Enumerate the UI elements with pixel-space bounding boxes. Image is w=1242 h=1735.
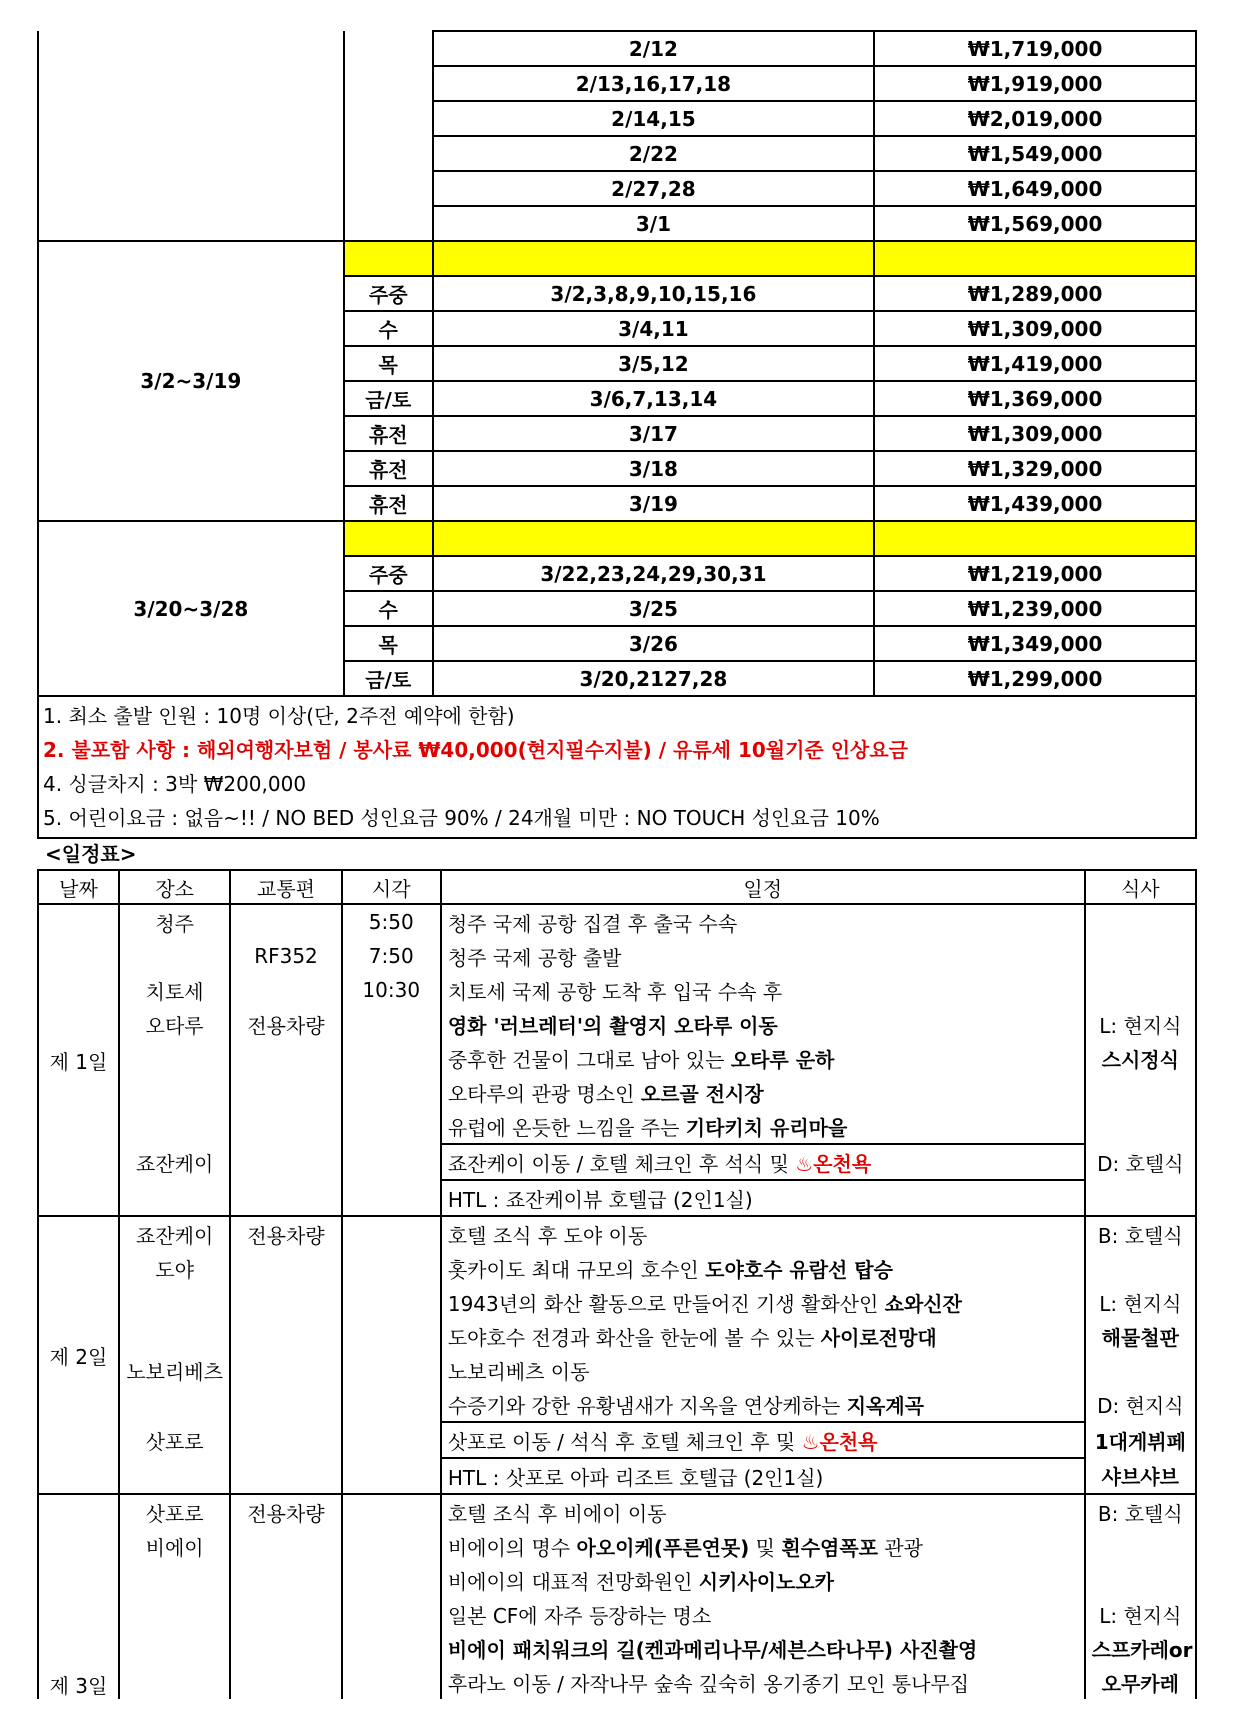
meal-cell [1085,939,1196,973]
date-cell: 2/22 [433,136,874,171]
transport-cell [230,1251,341,1285]
date-cell: 2/14,15 [433,101,874,136]
price-cell: ₩1,289,000 [874,276,1196,311]
meal-cell: L: 현지식 [1085,1285,1196,1319]
place-cell: 비에이 [119,1529,230,1563]
period-cell [38,136,344,171]
transport-cell [230,1319,341,1353]
period-label: 3/20~3/28 [38,521,344,696]
schedule-row [38,1041,1196,1075]
day2-label: 제 2일 [38,1216,119,1494]
meal-cell: B: 호텔식 [1085,1494,1196,1529]
period-cell [38,101,344,136]
price-cell: ₩2,019,000 [874,101,1196,136]
transport-cell [230,1109,341,1144]
time-cell [342,1458,441,1494]
price-table [37,30,1197,697]
time-cell [342,1631,441,1665]
schedule-row [38,1251,1196,1285]
itinerary-line: 죠잔케이 이동 / 호텔 체크인 후 석식 및 ♨온천욕 [441,1144,1085,1180]
schedule-row [38,1075,1196,1109]
time-cell [342,1563,441,1597]
place-cell: 청주 [119,904,230,939]
place-cell: 삿포로 [119,1494,230,1529]
date-cell: 3/5,12 [433,346,874,381]
itinerary-line: 오타루의 관광 명소인 오르골 전시장 [441,1075,1085,1109]
date-cell: 3/19 [433,486,874,521]
header-place: 장소 [119,870,230,904]
meal-cell: 오무카레 [1085,1665,1196,1699]
transport-cell [230,1597,341,1631]
time-cell [342,1075,441,1109]
time-cell [342,1353,441,1387]
date-cell: 3/17 [433,416,874,451]
place-cell [119,1180,230,1216]
price-cell: ₩1,419,000 [874,346,1196,381]
schedule-row [38,939,1196,973]
date-cell: 3/20,2127,28 [433,661,874,696]
transport-cell [230,1563,341,1597]
itinerary-line: 도야호수 전경과 화산을 한눈에 볼 수 있는 사이로전망대 [441,1319,1085,1353]
highlight-cell [433,521,874,556]
transport-cell [230,1529,341,1563]
header-transport: 교통편 [230,870,341,904]
place-cell [119,1109,230,1144]
meal-cell: 샤브샤브 [1085,1458,1196,1494]
price-row [38,31,1196,66]
day-type-cell [344,31,433,66]
time-cell [342,1109,441,1144]
time-cell [342,1285,441,1319]
time-cell [342,1041,441,1075]
price-cell: ₩1,329,000 [874,451,1196,486]
header-time: 시각 [342,870,441,904]
note-child-fare: 5. 어린이요금 : 없음~!! / NO BED 성인요금 90% / 24개월 미만 : NO TOUCH 성인요금 10% [43,806,880,830]
period-label: 3/2~3/19 [38,241,344,521]
itinerary-line: 비에이의 명수 아오이케(푸른연못) 및 흰수염폭포 관광 [441,1529,1085,1563]
transport-cell [230,1387,341,1422]
hot-spring-icon: ♨ [801,1429,820,1454]
price-row [38,66,1196,101]
schedule-row [38,1319,1196,1353]
meal-cell [1085,1563,1196,1597]
itinerary-line: 일본 CF에 자주 등장하는 명소 [441,1597,1085,1631]
notes-box [37,697,1197,839]
itinerary-line: 호텔 조식 후 도야 이동 [441,1216,1085,1251]
note-single-charge: 4. 싱글차지 : 3박 ₩200,000 [43,772,307,796]
transport-cell [230,1631,341,1665]
place-cell [119,1041,230,1075]
itinerary-line: 영화 '러브레터'의 촬영지 오타루 이동 [441,1007,1085,1041]
highlight-cell [874,241,1196,276]
itinerary-line: 중후한 건물이 그대로 남아 있는 오타루 운하 [441,1041,1085,1075]
schedule-row [38,973,1196,1007]
time-cell [342,1597,441,1631]
transport-cell [230,1422,341,1458]
transport-cell [230,1285,341,1319]
itinerary-line: 노보리베츠 이동 [441,1353,1085,1387]
transport-cell [230,973,341,1007]
time-cell [342,1180,441,1216]
price-cell: ₩1,369,000 [874,381,1196,416]
time-cell [342,1494,441,1529]
itinerary-line: 청주 국제 공항 출발 [441,939,1085,973]
itinerary-line: 유럽에 온듯한 느낌을 주는 기타키치 유리마을 [441,1109,1085,1144]
place-cell [119,939,230,973]
meal-cell: D: 호텔식 [1085,1144,1196,1180]
meal-cell [1085,904,1196,939]
place-cell: 삿포로 [119,1422,230,1458]
time-cell [342,1319,441,1353]
schedule-row [38,1665,1196,1699]
price-cell: ₩1,219,000 [874,556,1196,591]
place-cell [119,1387,230,1422]
transport-cell [230,1180,341,1216]
period-cell [38,66,344,101]
schedule-row [38,1422,1196,1458]
header-day: 날짜 [38,870,119,904]
day-type-cell: 수 [344,311,433,346]
price-cell: ₩1,919,000 [874,66,1196,101]
itinerary-line: 호텔 조식 후 비에이 이동 [441,1494,1085,1529]
price-row [38,101,1196,136]
date-cell: 2/13,16,17,18 [433,66,874,101]
meal-cell [1085,1353,1196,1387]
place-cell [119,1319,230,1353]
itinerary-line: 삿포로 이동 / 석식 후 호텔 체크인 후 및 ♨온천욕 [441,1422,1085,1458]
schedule-row [38,1180,1196,1216]
schedule-row [38,1597,1196,1631]
time-cell: 7:50 [342,939,441,973]
place-cell [119,1458,230,1494]
highlight-cell [874,521,1196,556]
date-cell: 3/18 [433,451,874,486]
price-cell: ₩1,299,000 [874,661,1196,696]
date-cell: 3/25 [433,591,874,626]
price-cell: ₩1,569,000 [874,206,1196,241]
price-row [38,241,1196,276]
schedule-header-row [38,870,1196,904]
price-cell: ₩1,239,000 [874,591,1196,626]
itinerary-line: 비에이 패치워크의 길(켄과메리나무/세븐스타나무) 사진촬영 [441,1631,1085,1665]
place-cell [119,1563,230,1597]
date-cell: 3/2,3,8,9,10,15,16 [433,276,874,311]
place-cell: 치토세 [119,973,230,1007]
day-type-cell [344,171,433,206]
day-type-cell: 목 [344,626,433,661]
schedule-row [38,1007,1196,1041]
schedule-row [38,1529,1196,1563]
time-cell [342,1387,441,1422]
day-type-cell: 휴전 [344,416,433,451]
time-cell [342,1529,441,1563]
place-cell [119,1631,230,1665]
transport-cell: 전용차량 [230,1007,341,1041]
schedule-row [38,1216,1196,1251]
meal-cell: 스프카레or [1085,1631,1196,1665]
transport-cell [230,904,341,939]
date-cell: 3/22,23,24,29,30,31 [433,556,874,591]
hot-spring-icon: ♨ [795,1151,814,1176]
note-min-participants: 1. 최소 출발 인원 : 10명 이상(단, 2주전 예약에 한함) [43,704,515,728]
price-row [38,206,1196,241]
meal-cell [1085,1251,1196,1285]
transport-cell: 전용차량 [230,1216,341,1251]
schedule-row [38,1387,1196,1422]
place-cell: 노보리베츠 [119,1353,230,1387]
day-type-cell [344,101,433,136]
schedule-row [38,1109,1196,1144]
meal-cell [1085,1180,1196,1216]
hotel-line: HTL : 죠잔케이뷰 호텔급 (2인1실) [441,1180,1085,1216]
schedule-row [38,1458,1196,1494]
place-cell: 오타루 [119,1007,230,1041]
transport-cell: 전용차량 [230,1494,341,1529]
note-exclusions: 2. 불포함 사항 : 해외여행자보험 / 봉사료 ₩40,000(현지필수지불) / 유류세 10월기준 인상요금 [43,738,908,762]
meal-cell: 해물철판 [1085,1319,1196,1353]
day-type-cell: 휴전 [344,451,433,486]
day-type-cell: 금/토 [344,381,433,416]
transport-cell: RF352 [230,939,341,973]
transport-cell [230,1353,341,1387]
highlight-cell [344,241,433,276]
itinerary-line: 수증기와 강한 유황냄새가 지옥을 연상케하는 지옥계곡 [441,1387,1085,1422]
schedule-row [38,1631,1196,1665]
price-cell: ₩1,719,000 [874,31,1196,66]
time-cell [342,1422,441,1458]
place-cell: 죠잔케이 [119,1144,230,1180]
place-cell [119,1665,230,1699]
schedule-row [38,1144,1196,1180]
period-cell [38,171,344,206]
price-row [38,521,1196,556]
transport-cell [230,1665,341,1699]
date-cell: 2/12 [433,31,874,66]
highlight-cell [433,241,874,276]
period-cell [38,31,344,66]
day-type-cell [344,206,433,241]
meal-cell [1085,1109,1196,1144]
time-cell [342,1251,441,1285]
schedule-row [38,904,1196,939]
schedule-row [38,1494,1196,1529]
day-type-cell [344,66,433,101]
meal-cell [1085,1529,1196,1563]
transport-cell [230,1144,341,1180]
schedule-table [37,869,1197,1699]
day-type-cell: 휴전 [344,486,433,521]
place-cell [119,1075,230,1109]
meal-cell [1085,973,1196,1007]
period-cell [38,206,344,241]
meal-cell [1085,1075,1196,1109]
itinerary-line: 비에이의 대표적 전망화원인 시키사이노오카 [441,1563,1085,1597]
itinerary-line: 1943년의 화산 활동으로 만들어진 기생 활화산인 쇼와신잔 [441,1285,1085,1319]
time-cell [342,1665,441,1699]
itinerary-line: 청주 국제 공항 집결 후 출국 수속 [441,904,1085,939]
day1-label: 제 1일 [38,904,119,1216]
time-cell [342,1216,441,1251]
schedule-title: <일정표> [45,842,137,866]
price-cell: ₩1,649,000 [874,171,1196,206]
price-cell: ₩1,549,000 [874,136,1196,171]
place-cell [119,1597,230,1631]
meal-cell: D: 현지식 [1085,1387,1196,1422]
day-type-cell: 주중 [344,276,433,311]
date-cell: 3/4,11 [433,311,874,346]
document-page [37,30,1197,1699]
price-cell: ₩1,439,000 [874,486,1196,521]
schedule-row [38,1563,1196,1597]
day-type-cell: 금/토 [344,661,433,696]
header-meal: 식사 [1085,870,1196,904]
itinerary-line: 치토세 국제 공항 도착 후 입국 수속 후 [441,973,1085,1007]
meal-cell: B: 호텔식 [1085,1216,1196,1251]
transport-cell [230,1075,341,1109]
time-cell: 5:50 [342,904,441,939]
transport-cell [230,1041,341,1075]
place-cell [119,1285,230,1319]
meal-cell: L: 현지식 [1085,1007,1196,1041]
meal-cell: 스시정식 [1085,1041,1196,1075]
schedule-row [38,1353,1196,1387]
date-cell: 3/6,7,13,14 [433,381,874,416]
schedule-row [38,1285,1196,1319]
date-cell: 3/1 [433,206,874,241]
price-row [38,136,1196,171]
place-cell: 도야 [119,1251,230,1285]
price-cell: ₩1,349,000 [874,626,1196,661]
hotel-line: HTL : 삿포로 아파 리조트 호텔급 (2인1실) [441,1458,1085,1494]
time-cell [342,1007,441,1041]
transport-cell [230,1458,341,1494]
place-cell: 죠잔케이 [119,1216,230,1251]
date-cell: 2/27,28 [433,171,874,206]
day-type-cell: 주중 [344,556,433,591]
price-cell: ₩1,309,000 [874,311,1196,346]
meal-cell: 1대게뷔페 [1085,1422,1196,1458]
price-row [38,171,1196,206]
itinerary-line: 홋카이도 최대 규모의 호수인 도야호수 유람선 탑승 [441,1251,1085,1285]
day-type-cell [344,136,433,171]
day-type-cell: 수 [344,591,433,626]
time-cell [342,1144,441,1180]
itinerary-line: 후라노 이동 / 자작나무 숲속 깊숙히 옹기종기 모인 통나무집 [441,1665,1085,1699]
day-type-cell: 목 [344,346,433,381]
meal-cell: L: 현지식 [1085,1597,1196,1631]
highlight-cell [344,521,433,556]
header-itinerary: 일정 [441,870,1085,904]
time-cell: 10:30 [342,973,441,1007]
price-cell: ₩1,309,000 [874,416,1196,451]
date-cell: 3/26 [433,626,874,661]
day3-label: 제 3일 [38,1494,119,1699]
